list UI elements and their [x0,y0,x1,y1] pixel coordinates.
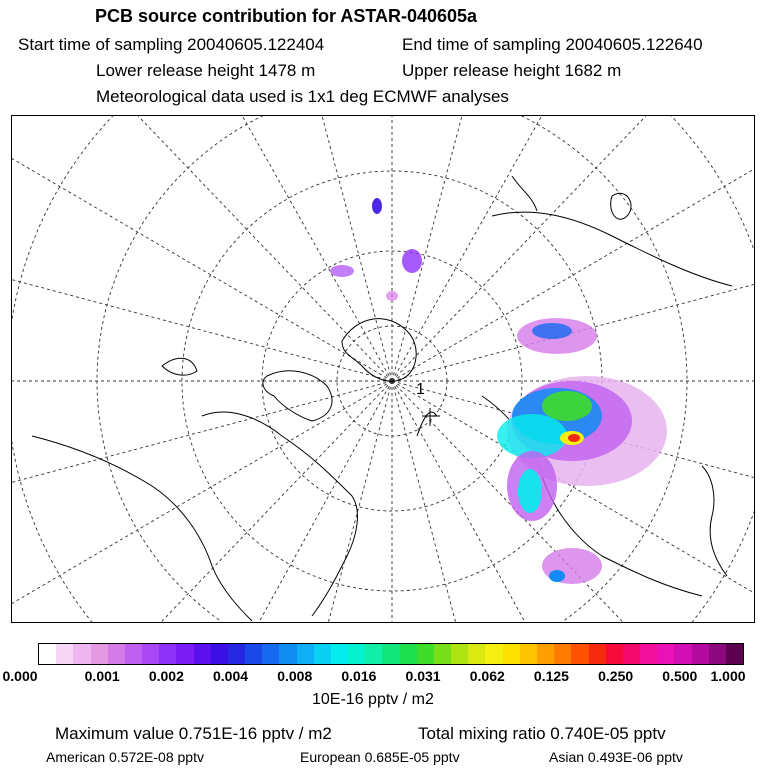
european-contribution-label: European 0.685E-05 pptv [300,749,460,765]
color-bar-segment [692,644,709,664]
color-bar-segment [142,644,159,664]
concentration-field [330,198,667,584]
asian-contribution-label: Asian 0.493E-06 pptv [549,749,683,765]
color-bar-segment [91,644,108,664]
color-bar-segment [39,644,56,664]
color-bar-segment [400,644,417,664]
color-bar [38,643,744,665]
color-bar-segment [73,644,90,664]
color-bar-segment [434,644,451,664]
color-bar-segment [331,644,348,664]
total-mixing-ratio-label: Total mixing ratio 0.740E-05 pptv [418,724,666,743]
color-bar-segment [262,644,279,664]
lower-release-height-label: Lower release height 1478 m [96,61,316,80]
american-contribution-label: American 0.572E-08 pptv [46,749,204,765]
color-bar-segment [554,644,571,664]
receptor-marker: 1 [416,381,425,398]
color-bar-segment [468,644,485,664]
color-bar-segment [314,644,331,664]
color-bar-segment [159,644,176,664]
color-bar-tick-label: 0.000 [2,668,38,684]
color-bar-segment [211,644,228,664]
color-bar-segment [503,644,520,664]
graticule [12,116,755,623]
color-bar-segment [228,644,245,664]
color-bar-segment [194,644,211,664]
color-bar-segment [451,644,468,664]
color-bar-segment [623,644,640,664]
color-bar-segment [709,644,726,664]
color-bar-segment [571,644,588,664]
color-bar-segment [485,644,502,664]
color-bar-tick-label: 0.016 [341,668,377,684]
color-bar-tick-label: 1.000 [710,668,746,684]
color-bar-segment [348,644,365,664]
color-bar-segment [297,644,314,664]
color-bar-tick-label: 0.004 [213,668,249,684]
color-bar-segment [589,644,606,664]
plot-title: PCB source contribution for ASTAR-040605a [95,6,478,26]
color-bar-tick-label: 0.001 [84,668,120,684]
color-bar-segment [245,644,262,664]
color-bar-segment [537,644,554,664]
met-data-label: Meteorological data used is 1x1 deg ECMWF analyses [96,87,509,106]
polar-stereographic-map [11,115,755,623]
color-bar-segment [417,644,434,664]
color-bar-segment [606,644,623,664]
color-bar-segment [365,644,382,664]
color-bar-tick-label: 0.125 [533,668,569,684]
map-canvas [12,116,755,623]
color-bar-tick-label: 0.062 [469,668,505,684]
color-bar-tick-label: 0.008 [277,668,313,684]
color-bar-unit: 10E-16 pptv / m2 [312,691,434,708]
maximum-value-label: Maximum value 0.751E-16 pptv / m2 [55,724,332,743]
color-bar-tick-label: 0.500 [662,668,698,684]
color-bar-tick-label: 0.002 [148,668,184,684]
color-bar-segment [674,644,691,664]
start-time-label: Start time of sampling 20040605.122404 [18,35,325,54]
color-bar-segment [657,644,674,664]
color-bar-segment [56,644,73,664]
color-bar-segment [125,644,142,664]
color-bar-segment [108,644,125,664]
color-bar-segment [279,644,296,664]
color-bar-segment [726,644,743,664]
color-bar-segment [640,644,657,664]
color-bar-segment [520,644,537,664]
color-bar-segment [176,644,193,664]
end-time-label: End time of sampling 20040605.122640 [402,35,703,54]
color-bar-segment [382,644,399,664]
upper-release-height-label: Upper release height 1682 m [402,61,622,80]
color-bar-tick-label: 0.250 [598,668,634,684]
color-bar-tick-label: 0.031 [405,668,441,684]
